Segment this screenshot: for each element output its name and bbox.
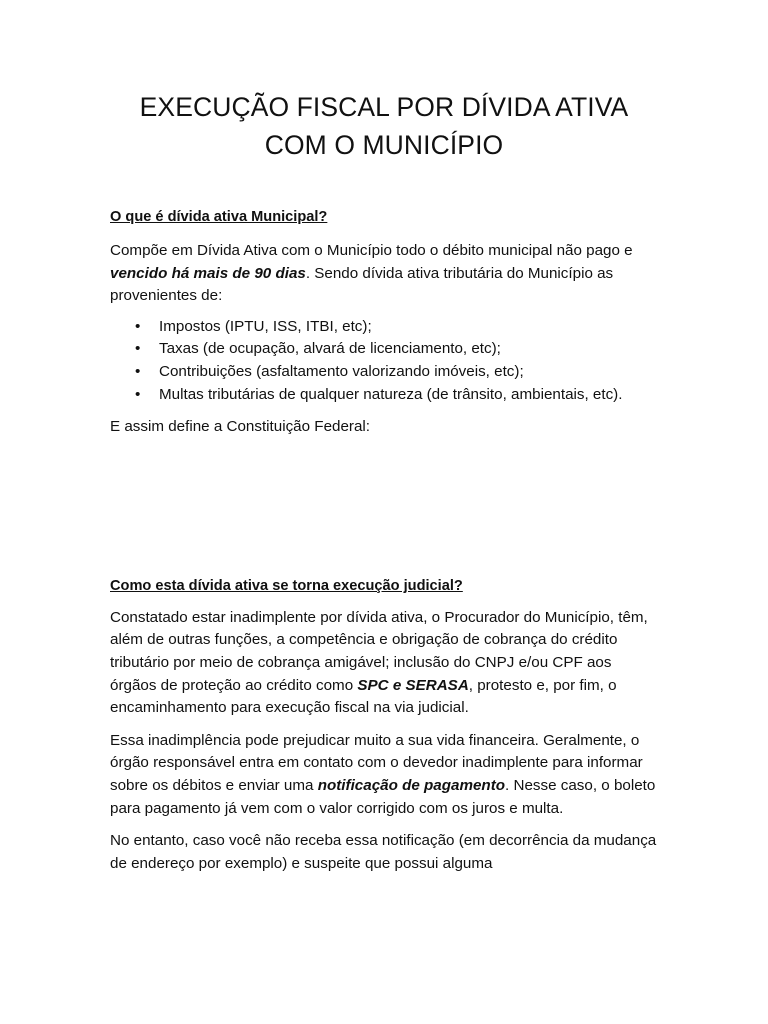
list-item — [135, 338, 658, 361]
list-item-text: Taxas (de ocupação, alvará de licenciamento, etc); — [159, 340, 501, 358]
bullet-icon: • — [135, 340, 141, 358]
notificacao-emphasis: notificação de pagamento — [317, 776, 506, 794]
spc-serasa-emphasis: SPC e SERASA — [357, 676, 469, 694]
procurador-text-part2: , protesto e, por fim, o encaminhamento para execução fiscal na via judicial. — [110, 676, 617, 717]
list-item-text: Multas tributárias de qualquer natureza (de trânsito, ambientais, etc). — [159, 385, 623, 403]
notificacao-paragraph: No entanto, caso você não receba essa notificação (em decorrência da mudança de endereço por exemplo) e suspeite que possui alguma — [110, 832, 657, 872]
intro-emphasis: vencido há mais de 90 dias — [110, 264, 306, 282]
procurador-text-part1: Constatado estar inadimplente por dívida ativa, o Procurador do Município, têm, além de outras funções, a competência e obrigação de cobrança do crédito tributário por meio de cobrança amigável; inclusão do CNPJ e/ou CPF aos órgãos de proteção ao crédito como — [110, 608, 648, 694]
section-heading-execucao-judicial: Como esta dívida ativa se torna execução judicial? — [110, 577, 463, 594]
bullet-icon: • — [135, 385, 141, 403]
inadimplencia-paragraph — [110, 730, 658, 820]
procurador-paragraph — [110, 607, 658, 720]
bullet-icon: • — [135, 362, 141, 380]
bullet-icon: • — [135, 317, 141, 335]
list-item — [135, 384, 658, 407]
intro-paragraph — [110, 240, 658, 308]
inadimplencia-text-part2: . Nesse caso, o boleto para pagamento já vem com o valor corrigido com os juros e multa. — [110, 776, 656, 817]
list-item — [135, 361, 658, 384]
intro-text-part2: . Sendo dívida ativa tributária do Município as provenientes de: — [110, 264, 614, 305]
intro-text-part1: Compõe em Dívida Ativa com o Município todo o débito municipal não pago e — [110, 242, 633, 259]
section-heading-divida-ativa: O que é dívida ativa Municipal? — [110, 209, 328, 225]
document-title: EXECUÇÃO FISCAL POR DÍVIDA ATIVA COM O MUNICÍPIO — [139, 92, 629, 160]
inadimplencia-text-part1: Essa inadimplência pode prejudicar muito a sua vida financeira. Geralmente, o órgão responsável entra em contato com o devedor inadimplente para informar sobre os débitos e enviar uma — [110, 731, 643, 794]
list-item — [135, 316, 658, 339]
list-item-text: Impostos (IPTU, ISS, ITBI, etc); — [159, 317, 372, 335]
constitution-intro-text: E assim define a Constituição Federal: — [110, 418, 371, 436]
debt-sources-list — [110, 316, 658, 406]
list-item-text: Contribuições (asfaltamento valorizando imóveis, etc); — [159, 362, 524, 380]
